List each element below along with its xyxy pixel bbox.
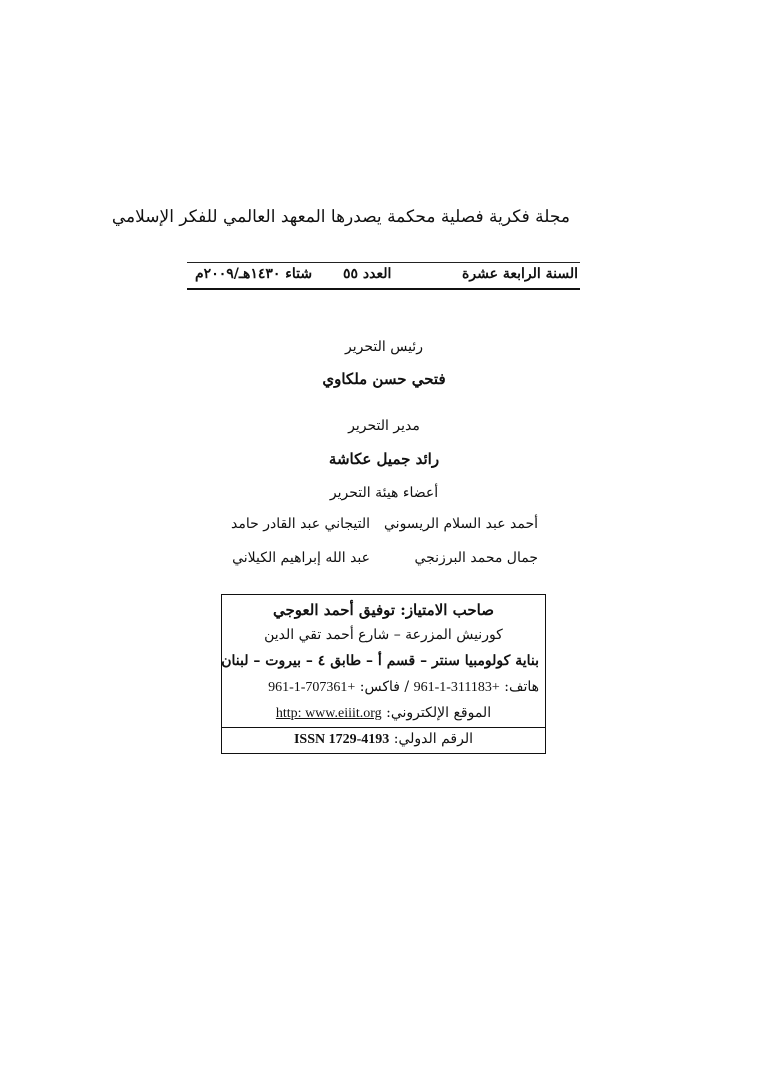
board-member: عبد الله إبراهيم الكيلاني <box>232 550 370 566</box>
fax-label: / فاكس: <box>359 679 410 695</box>
issn-label: الرقم الدولي: <box>393 731 473 747</box>
publisher-box-divider <box>222 727 545 728</box>
issue-number: العدد ٥٥ <box>343 266 392 282</box>
phone-number: 961-1-707361+ <box>268 680 356 695</box>
editorial-board-role: أعضاء هيئة التحرير <box>329 485 439 501</box>
board-member: التيجاني عبد القادر حامد <box>230 516 370 532</box>
publisher-website <box>228 705 539 722</box>
publisher-address-line1: كورنيش المزرعة – شارع أحمد تقي الدين <box>264 627 503 643</box>
managing-editor-name: رائد جميل عكاشة <box>328 450 440 468</box>
board-member: جمال محمد البرزنجي <box>414 550 538 566</box>
editor-in-chief-role: رئيس التحرير <box>345 339 423 355</box>
journal-description: مجلة فكرية فصلية محكمة يصدرها المعهد العالمي للفكر الإسلامي <box>111 207 570 227</box>
managing-editor-role: مدير التحرير <box>348 418 420 434</box>
issue-bar <box>187 262 580 290</box>
publisher-address-line2: بناية كولومبيا سنتر – قسم أ – طابق ٤ – بيروت – لبنان <box>221 653 539 669</box>
website-label: الموقع الإلكتروني: <box>386 705 492 721</box>
publisher-issn <box>228 731 539 748</box>
issue-season: شتاء ١٤٣٠هـ/٢٠٠٩م <box>195 266 313 282</box>
fax-number: 961-1-311183+ <box>413 680 500 695</box>
editor-in-chief-name: فتحي حسن ملكاوي <box>322 370 446 388</box>
website-link[interactable]: http: www.eiiit.org <box>275 706 382 721</box>
issue-bar-top-rule <box>187 262 580 263</box>
issue-bar-bottom-rule <box>187 288 580 290</box>
publisher-box <box>221 594 546 754</box>
board-member: أحمد عبد السلام الريسوني <box>384 516 538 532</box>
issn-number: ISSN 1729-4193 <box>293 732 390 747</box>
publisher-owner: صاحب الامتياز: توفيق أحمد العوجي <box>273 601 494 619</box>
issue-year: السنة الرابعة عشرة <box>462 266 578 282</box>
publisher-contact <box>228 679 539 696</box>
phone-label: هاتف: <box>504 679 539 695</box>
